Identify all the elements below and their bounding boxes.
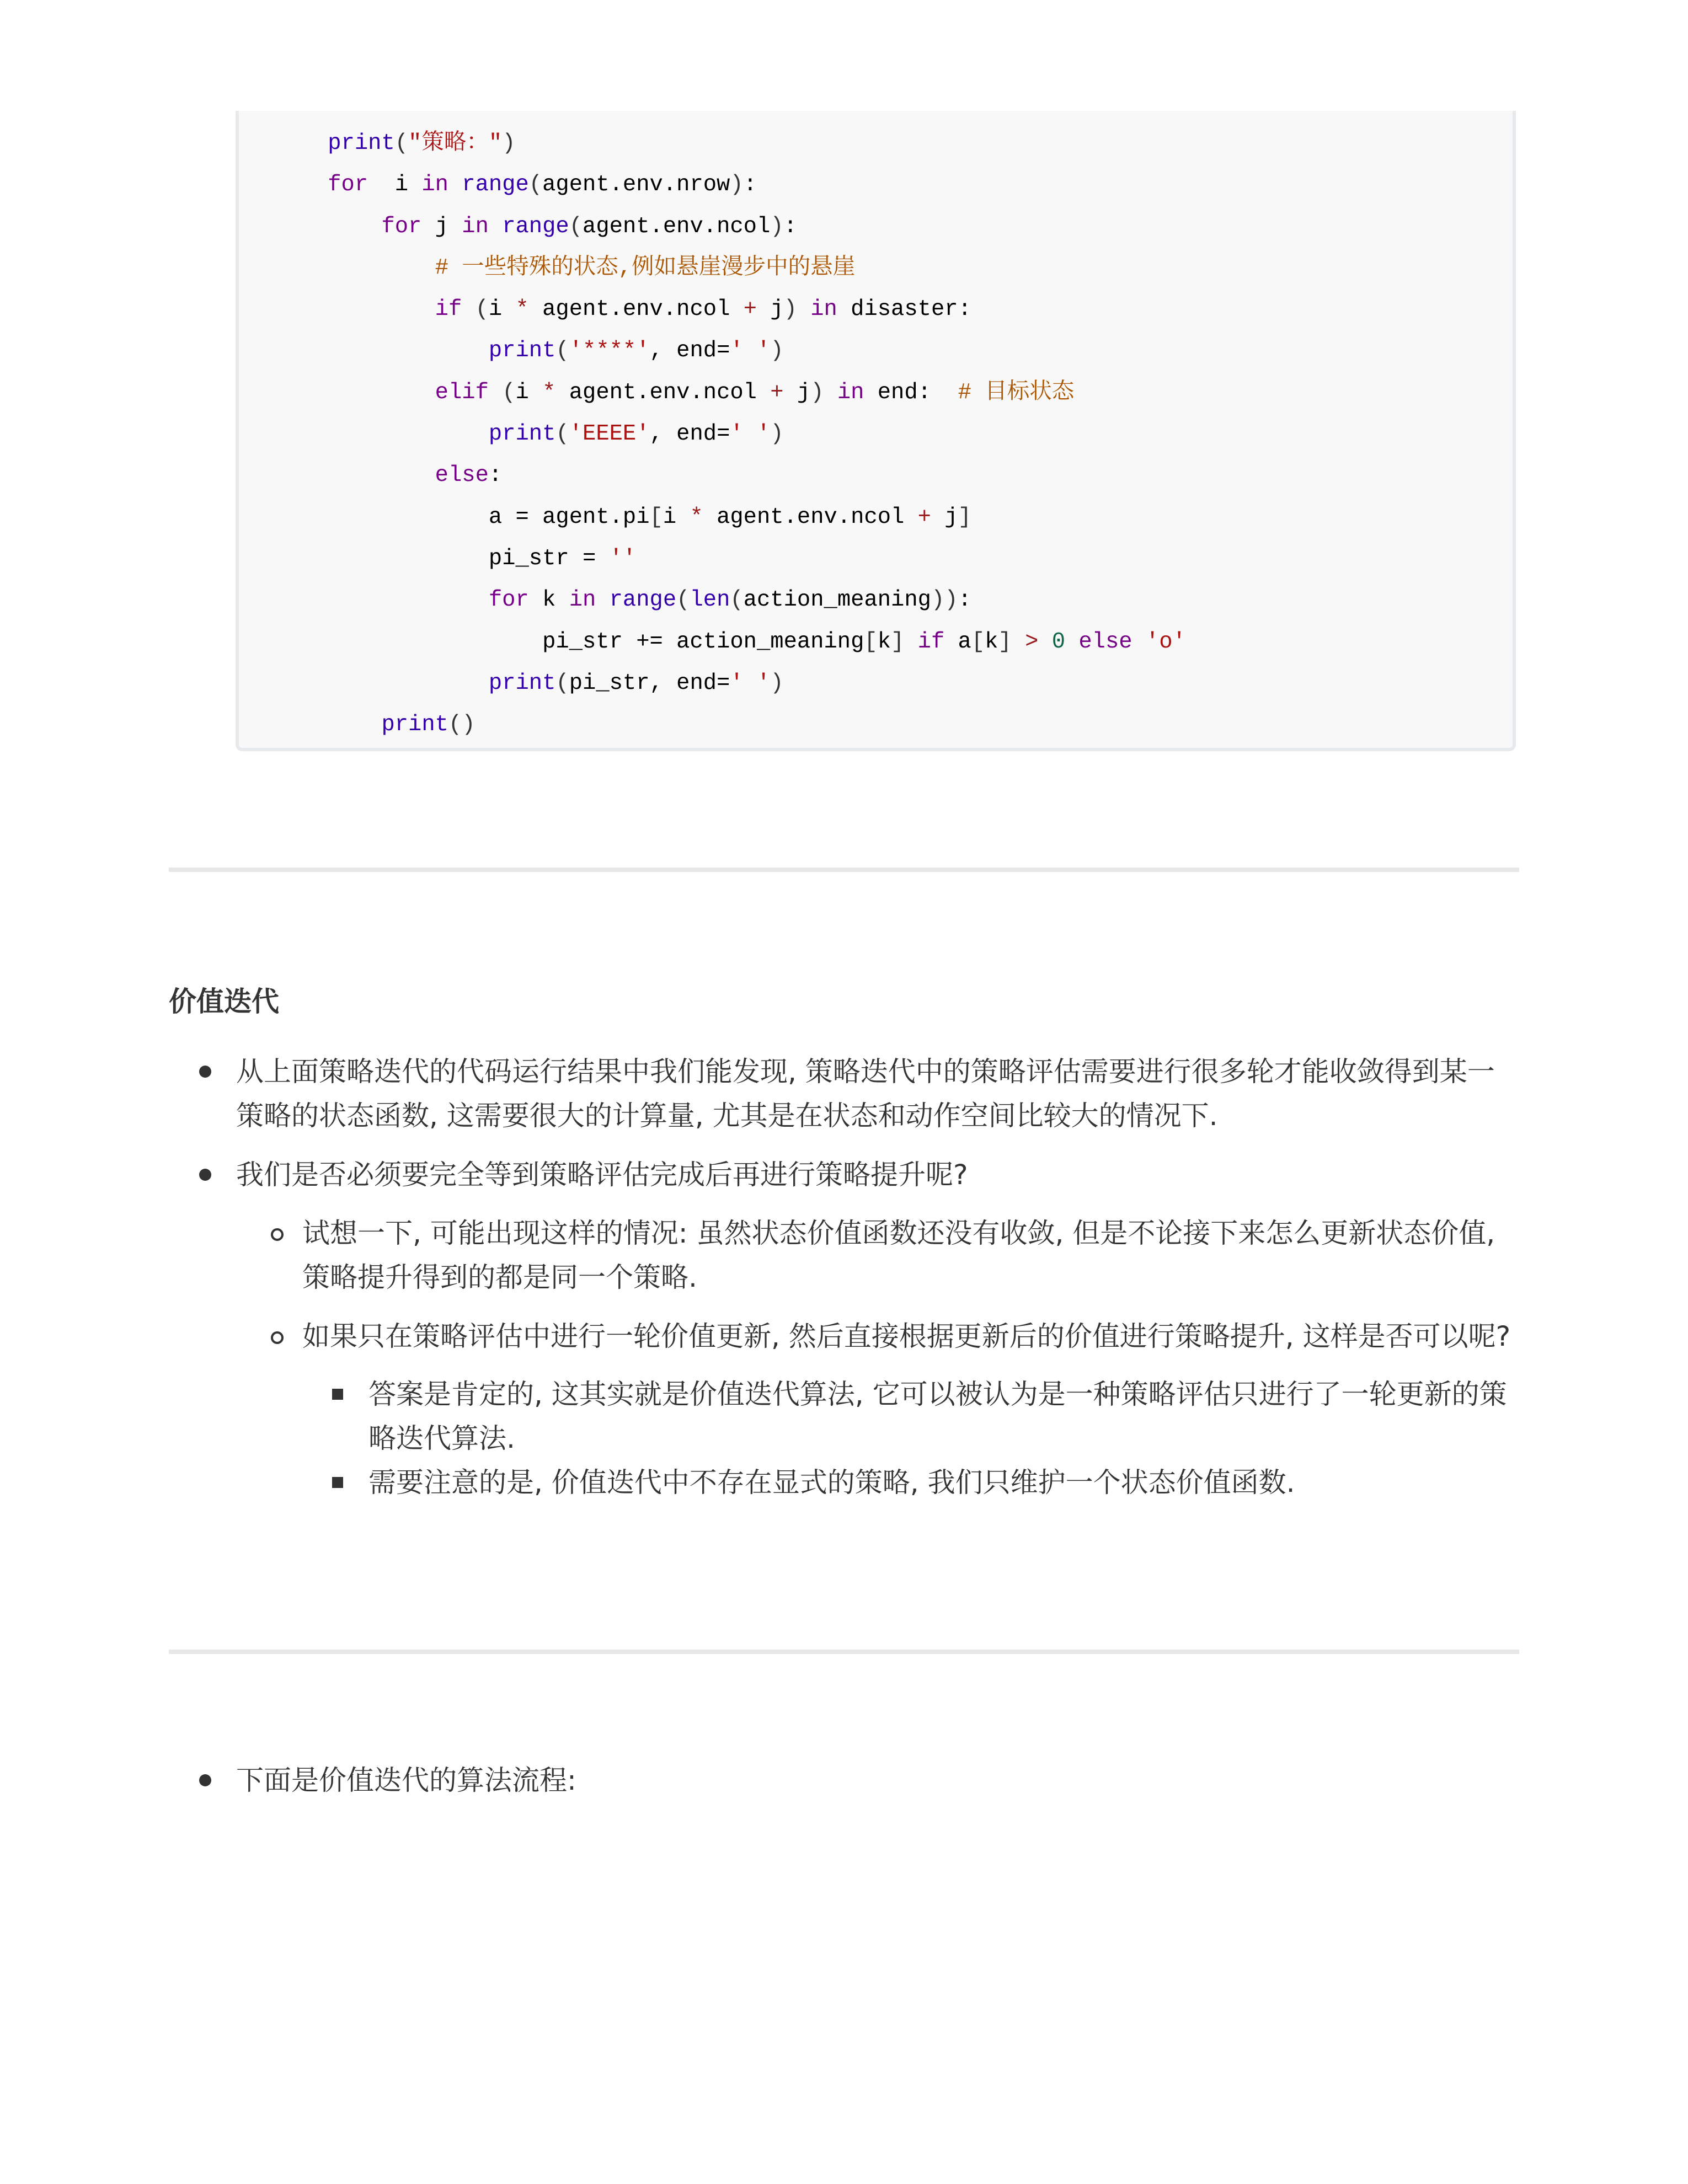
section-heading: 价值迭代 [169,986,279,1018]
code-line: else: [435,463,503,489]
list-item [169,1758,1519,1802]
bullet-list [169,1050,1519,1505]
list-item [169,1050,1519,1138]
sub-sub-list-item-text: 需要注意的是, 价值迭代中不存在显式的策略, 我们只维护一个状态价值函数. [368,1466,1295,1498]
code-line: pi_str += action_meaning[k] if a[k] > 0 else 'o' [542,629,1186,655]
code-line: print('EEEE', end=' ') [488,421,784,447]
bullet-disc-icon [199,1169,211,1181]
list-item [169,1153,1519,1505]
code-line: if (i * agent.env.ncol + j) in disaster: [435,297,971,323]
bullet-list [169,1758,1519,1802]
code-line: pi_str = '' [488,545,637,571]
sub-list-item-text: 试想一下, 可能出现这样的情况: 虽然状态价值函数还没有收敛, 但是不论接下来怎么更新状态价值, 策略提升得到的都是同一个策略. [302,1217,1495,1293]
code-line: print(pi_str, end=' ') [488,670,784,696]
sub-sub-list [302,1372,1519,1505]
sub-sub-list-item [302,1460,1519,1505]
sub-list-item-text: 如果只在策略评估中进行一轮价值更新, 然后直接根据更新后的价值进行策略提升, 这样是否可以呢? [302,1320,1511,1352]
code-line: for k in range(len(action_meaning)): [488,587,971,613]
bullet-disc-icon [199,1774,211,1786]
sub-list-item [236,1211,1519,1299]
code-content [274,123,1186,746]
code-line: for j in range(agent.env.ncol): [381,213,797,239]
bullet-disc-icon [199,1066,211,1078]
list-item-text: 下面是价值迭代的算法流程: [236,1764,576,1796]
code-line: # 一些特殊的状态,例如悬崖漫步中的悬崖 [435,255,856,281]
bullet-circle-icon [271,1331,284,1344]
horizontal-rule [169,1650,1519,1654]
horizontal-rule [169,868,1519,872]
code-line: for i in range(agent.env.nrow): [328,172,757,198]
sub-sub-list-item [302,1372,1519,1460]
bullet-circle-icon [271,1228,284,1241]
list-item-text: 我们是否必须要完全等到策略评估完成后再进行策略提升呢? [236,1159,968,1191]
code-line: print("策略：") [328,131,516,156]
bullet-square-icon [332,1389,343,1400]
code-line: elif (i * agent.env.ncol + j) in end: # 目标状态 [435,379,1075,405]
sub-sub-list-item-text: 答案是肯定的, 这其实就是价值迭代算法, 它可以被认为是一种策略评估只进行了一轮更新的策略迭代算法. [368,1378,1507,1454]
code-line: a = agent.pi[i * agent.env.ncol + j] [488,504,971,530]
code-line: print() [381,712,476,738]
sub-list [236,1211,1519,1505]
code-block[interactable] [236,111,1516,751]
bullet-square-icon [332,1477,343,1488]
code-line: print('****', end=' ') [488,338,784,364]
sub-list-item [236,1314,1519,1505]
list-item-text: 从上面策略迭代的代码运行结果中我们能发现, 策略迭代中的策略评估需要进行很多轮才能收敛得到某一策略的状态函数, 这需要很大的计算量, 尤其是在状态和动作空间比较大的情况下. [236,1056,1495,1132]
